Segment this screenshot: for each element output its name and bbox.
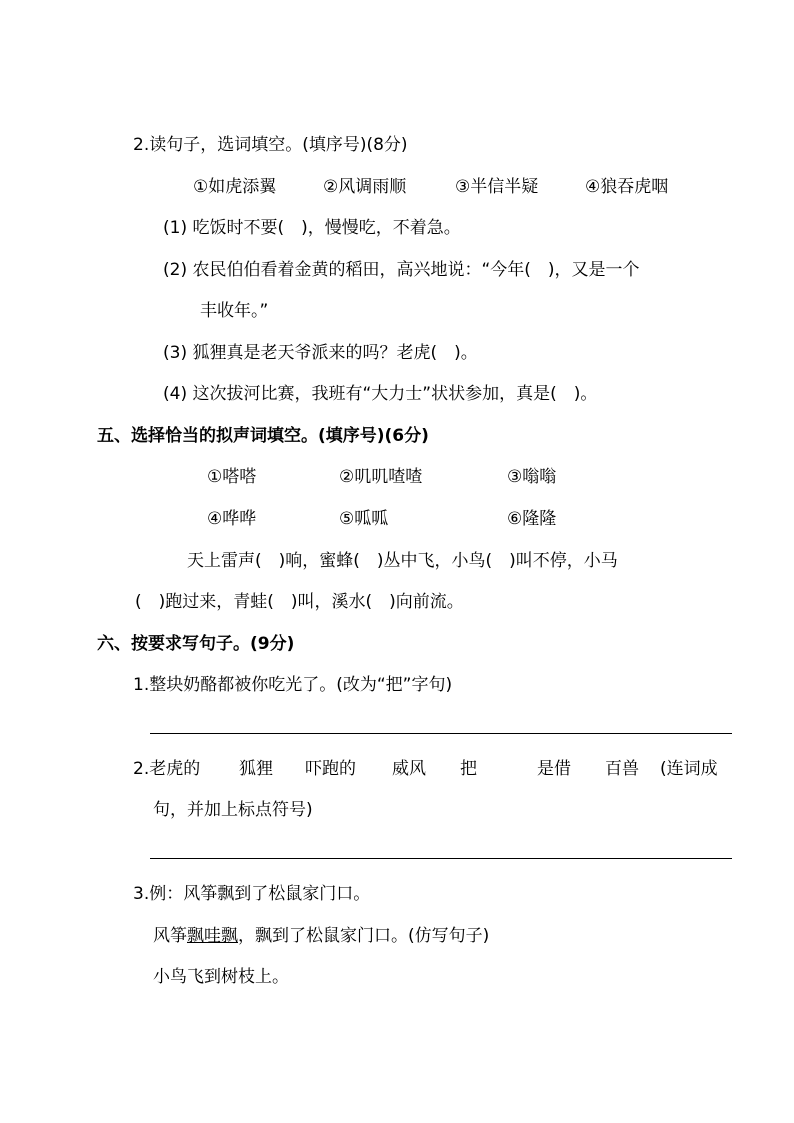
q2-option-2: ②风调雨顺 <box>323 177 407 197</box>
q2-option-1: ①如虎添翼 <box>193 177 277 197</box>
s5-option-3: ③嗡嗡 <box>507 467 557 487</box>
s6-q2-line-2: 句，并加上标点符号) <box>153 800 313 820</box>
s5-option-5: ⑤呱呱 <box>339 509 389 529</box>
s5-passage-line-2: ( )跑过来，青蛙( )叫，溪水( )向前流。 <box>135 592 464 612</box>
s6-q3-example-underlined: 飘哇飘 <box>187 926 238 946</box>
q2-item-2-cont: 丰收年。” <box>200 301 269 321</box>
s6-q2-word-1: 2.老虎的 <box>133 759 201 779</box>
s6-q3-line-3: 小鸟飞到树枝上。 <box>153 967 289 987</box>
q2-item-2: (2) 农民伯伯看着金黄的稻田，高兴地说：“今年( )，又是一个 <box>163 260 640 280</box>
s5-option-4: ④哗哗 <box>207 509 257 529</box>
s6-q1: 1.整块奶酪都被你吃光了。(改为“把”字句) <box>133 675 453 695</box>
s6-q3-line-1: 3.例：风筝飘到了松鼠家门口。 <box>133 884 371 904</box>
answer-line-2[interactable] <box>150 858 732 859</box>
s6-q2-word-5: 把 <box>460 759 477 779</box>
s5-title: 五、选择恰当的拟声词填空。(填序号)(6分) <box>97 426 429 446</box>
s6-q3-example-pre: 风筝 <box>153 926 187 946</box>
s5-option-1: ①嗒嗒 <box>207 467 257 487</box>
s6-q2-word-3: 吓跑的 <box>305 759 356 779</box>
s6-q2-word-6: 是借 <box>537 759 571 779</box>
s5-passage-line-1: 天上雷声( )响，蜜蜂( )丛中飞，小鸟( )叫不停，小马 <box>187 551 618 571</box>
q2-item-1: (1) 吃饭时不要( )，慢慢吃，不着急。 <box>163 218 461 238</box>
s6-q2-word-7: 百兽 <box>605 759 639 779</box>
s6-title: 六、按要求写句子。(9分) <box>97 634 295 654</box>
s6-q2-word-4: 威风 <box>392 759 426 779</box>
s5-option-2: ②叽叽喳喳 <box>339 467 423 487</box>
q2-item-3: (3) 狐狸真是老天爷派来的吗？老虎( )。 <box>163 343 478 363</box>
s6-q3-example <box>153 924 489 948</box>
answer-line-1[interactable] <box>150 733 732 734</box>
q2-item-4: (4) 这次拔河比赛，我班有“大力士”状状参加，真是( )。 <box>163 384 598 404</box>
s6-q2-word-2: 狐狸 <box>239 759 273 779</box>
q2-option-3: ③半信半疑 <box>455 177 539 197</box>
s6-q2-word-8: (连词成 <box>660 759 718 779</box>
s5-option-6: ⑥隆隆 <box>507 509 557 529</box>
q2-title: 2.读句子，选词填空。(填序号)(8分) <box>133 135 408 155</box>
q2-option-4: ④狼吞虎咽 <box>585 177 669 197</box>
s6-q3-example-post: ，飘到了松鼠家门口。(仿写句子) <box>238 926 490 946</box>
